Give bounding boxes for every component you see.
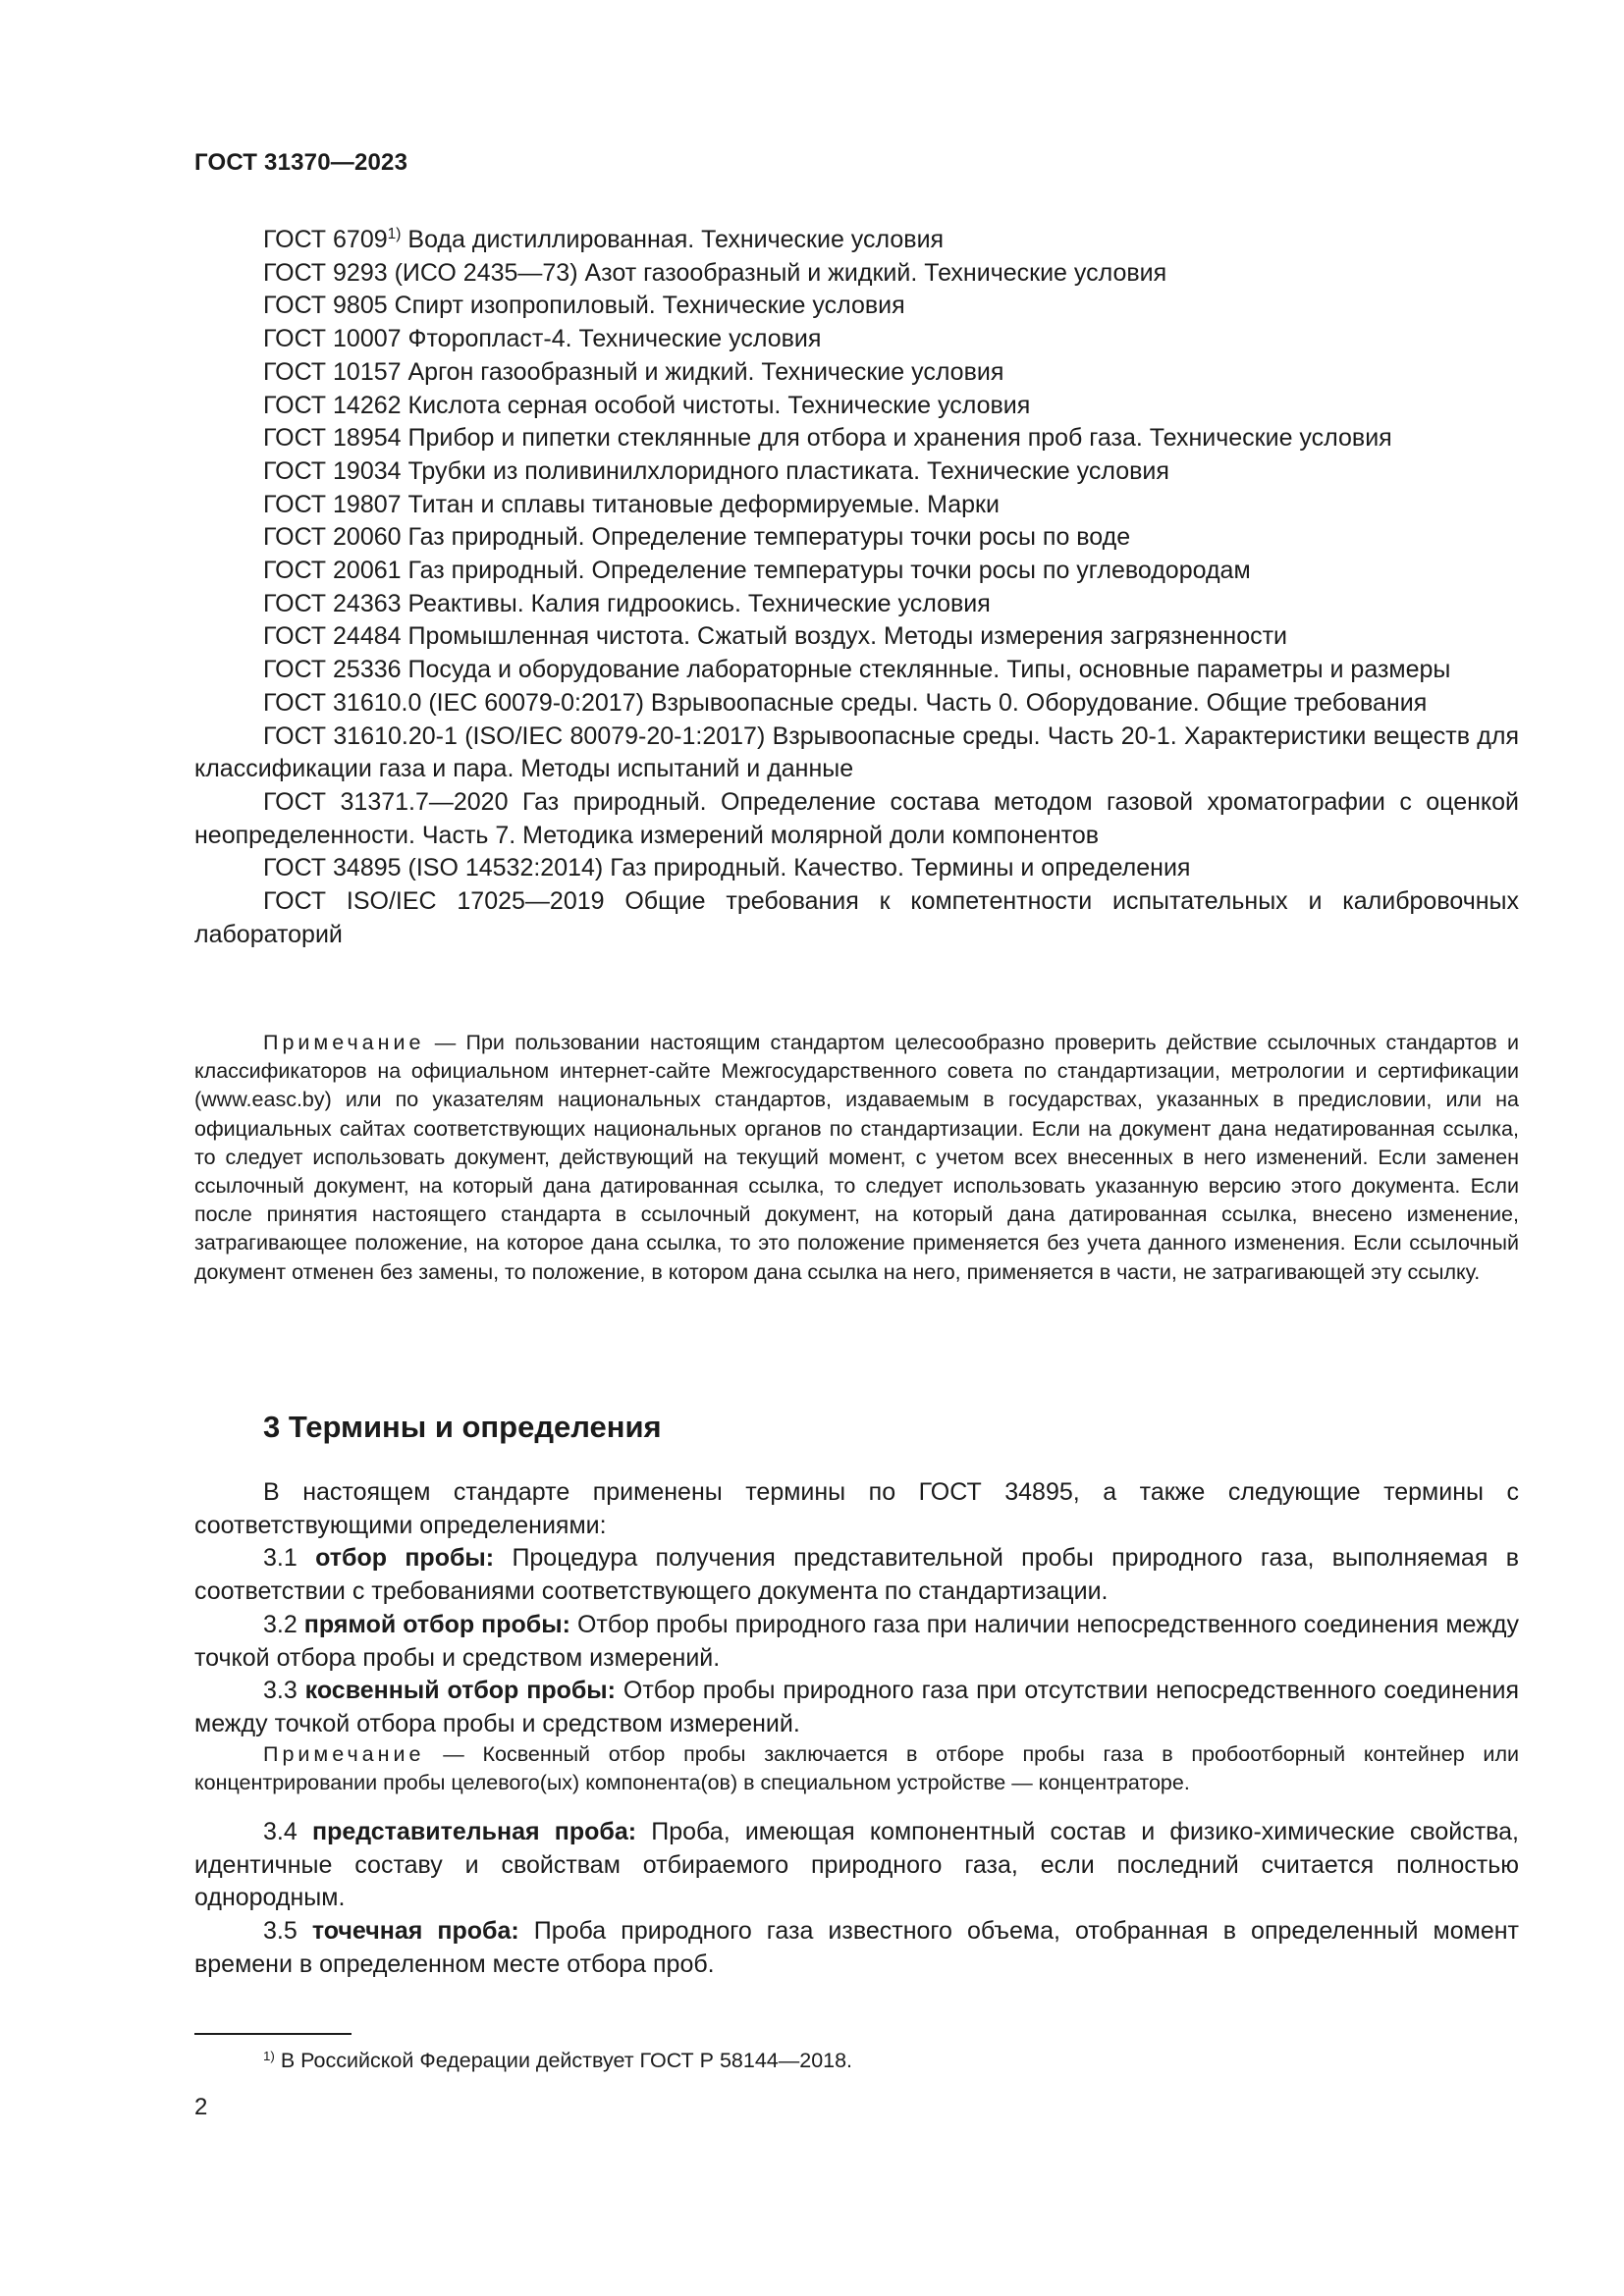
term-word: отбор пробы: <box>315 1544 495 1573</box>
reference-item: ГОСТ 34895 (ISO 14532:2014) Газ природный. Качество. Термины и определения <box>263 854 1191 882</box>
reference-item: ГОСТ 31610.20-1 (ISO/IEC 80079-20-1:2017) Взрывоопасные среды. Часть 20-1. Характеристики веществ для классификации газа и пара. Методы испытаний и данные <box>194 721 1519 783</box>
footnote-mark: 1) <box>263 2048 275 2063</box>
normative-references-list <box>194 224 1519 951</box>
reference-item: ГОСТ 10157 Аргон газообразный и жидкий. Технические условия <box>263 357 1004 386</box>
section-title: 3 Термины и определения <box>263 1410 662 1444</box>
term-entry: 3.2 прямой отбор пробы: Отбор пробы природного газа при наличии непосредственного соединения между точкой отбора пробы и средством измерений. <box>194 1610 1519 1672</box>
note-label: Примечание <box>263 1742 425 1766</box>
reference-item: ГОСТ 10007 Фторопласт-4. Технические условия <box>263 325 822 353</box>
page-header: ГОСТ 31370—2023 <box>194 149 408 176</box>
reference-item: ГОСТ ISO/IEC 17025—2019 Общие требования к компетентности испытательных и калибровочных лабораторий <box>194 887 1519 948</box>
reference-item: ГОСТ 6709$^{1)}$ Вода дистиллированная. Технические условия <box>263 226 945 253</box>
terms-block-continued <box>194 1816 1519 1982</box>
footnote-mark: 1) <box>387 226 402 243</box>
reference-item: ГОСТ 20061 Газ природный. Определение температуры точки росы по углеводородам <box>263 557 1251 585</box>
reference-item: ГОСТ 14262 Кислота серная особой чистоты. Технические условия <box>263 391 1031 419</box>
references-note <box>194 1029 1519 1287</box>
term-word: прямой отбор пробы: <box>303 1610 570 1638</box>
reference-item: ГОСТ 19034 Трубки из поливинилхлоридного пластиката. Технические условия <box>263 456 1169 485</box>
section-intro: В настоящем стандарте применены термины по ГОСТ 34895, а также следующие термины с соответствующими определениями: <box>194 1478 1519 1539</box>
reference-item: ГОСТ 9805 Спирт изопропиловый. Технические условия <box>263 292 905 320</box>
footnote-divider <box>194 2033 352 2035</box>
term-entry: 3.5 точечная проба: Проба природного газа известного объема, отобранная в определенный момент времени в определенном месте отбора проб. <box>194 1917 1519 1978</box>
reference-item: ГОСТ 20060 Газ природный. Определение температуры точки росы по воде <box>263 523 1131 552</box>
footnote-text: В Российской Федерации действует ГОСТ Р 58144—2018. <box>280 2049 853 2072</box>
page-number: 2 <box>194 2094 208 2120</box>
reference-item: ГОСТ 31371.7—2020 Газ природный. Определение состава методом газовой хроматографии с оценкой неопределенности. Часть 7. Методика измерений молярной доли компонентов <box>194 787 1519 849</box>
term-word: косвенный отбор пробы: <box>304 1677 616 1705</box>
term-word: представительная проба: <box>311 1818 637 1845</box>
reference-item: ГОСТ 19807 Титан и сплавы титановые деформируемые. Марки <box>263 490 1000 518</box>
reference-item: ГОСТ 25336 Посуда и оборудование лабораторные стеклянные. Типы, основные параметры и размеры <box>263 656 1451 684</box>
terms-note <box>194 1740 1519 1797</box>
term-entry: 3.4 представительная проба: Проба, имеющая компонентный состав и физико-химические свойства, идентичные составу и свойствам отбираемого природного газа, если последний считается полностью однородным. <box>194 1818 1520 1912</box>
note-text: — При пользовании настоящим стандартом целесообразно проверить действие ссылочных стандартов и классификаторов на официальном интернет-сайте Межгосударственного совета по стандартизации, метрологии и сертификации (www.easc.by) или по указателям национальных стандартов, издаваемым в государствах, указанных в предисловии, или на официальных сайтах соответствующих национальных органов по стандартизации. Если на документ дана недатированная ссылка, то следует использовать документ, действующий на текущий момент, с учетом всех внесенных в него изменений. Если заменен ссылочный документ, на который дана датированная ссылка, то следует использовать указанную версию этого документа. Если после принятия настоящего стандарта в ссылочный документ, на который дана датированная ссылка, внесено изменение, затрагивающее положение, на которое дана ссылка, то это положение применяется без учета данного изменения. Если ссылочный документ отменен без замены, то положение, в котором дана ссылка на него, применяется в части, не затрагивающей эту ссылку. <box>194 1031 1519 1284</box>
footnote <box>263 2046 852 2075</box>
note-label: Примечание <box>263 1031 425 1054</box>
term-entry: 3.1 отбор пробы: Процедура получения представительной пробы природного газа, выполняемая в соответствии с требованиями соответствующего документа по стандартизации. <box>194 1544 1519 1606</box>
reference-item: ГОСТ 24363 Реактивы. Калия гидроокись. Технические условия <box>263 589 991 617</box>
reference-item: ГОСТ 31610.0 (IEC 60079-0:2017) Взрывоопасные среды. Часть 0. Оборудование. Общие требования <box>263 688 1428 717</box>
reference-item: ГОСТ 24484 Промышленная чистота. Сжатый воздух. Методы измерения загрязненности <box>263 622 1288 651</box>
note-text: — Косвенный отбор пробы заключается в отборе пробы газа в пробоотборный контейнер или концентрировании пробы целевого(ых) компонента(ов) в специальном устройстве — концентраторе. <box>194 1742 1519 1795</box>
reference-item: ГОСТ 9293 (ИСО 2435—73) Азот газообразный и жидкий. Технические условия <box>263 258 1167 287</box>
terms-block <box>194 1476 1519 1741</box>
term-entry: 3.3 косвенный отбор пробы: Отбор пробы природного газа при отсутствии непосредственного соединения между точкой отбора пробы и средством измерений. <box>194 1677 1520 1737</box>
reference-item: ГОСТ 18954 Прибор и пипетки стеклянные для отбора и хранения проб газа. Технические условия <box>263 424 1392 453</box>
term-word: точечная проба: <box>311 1917 519 1946</box>
